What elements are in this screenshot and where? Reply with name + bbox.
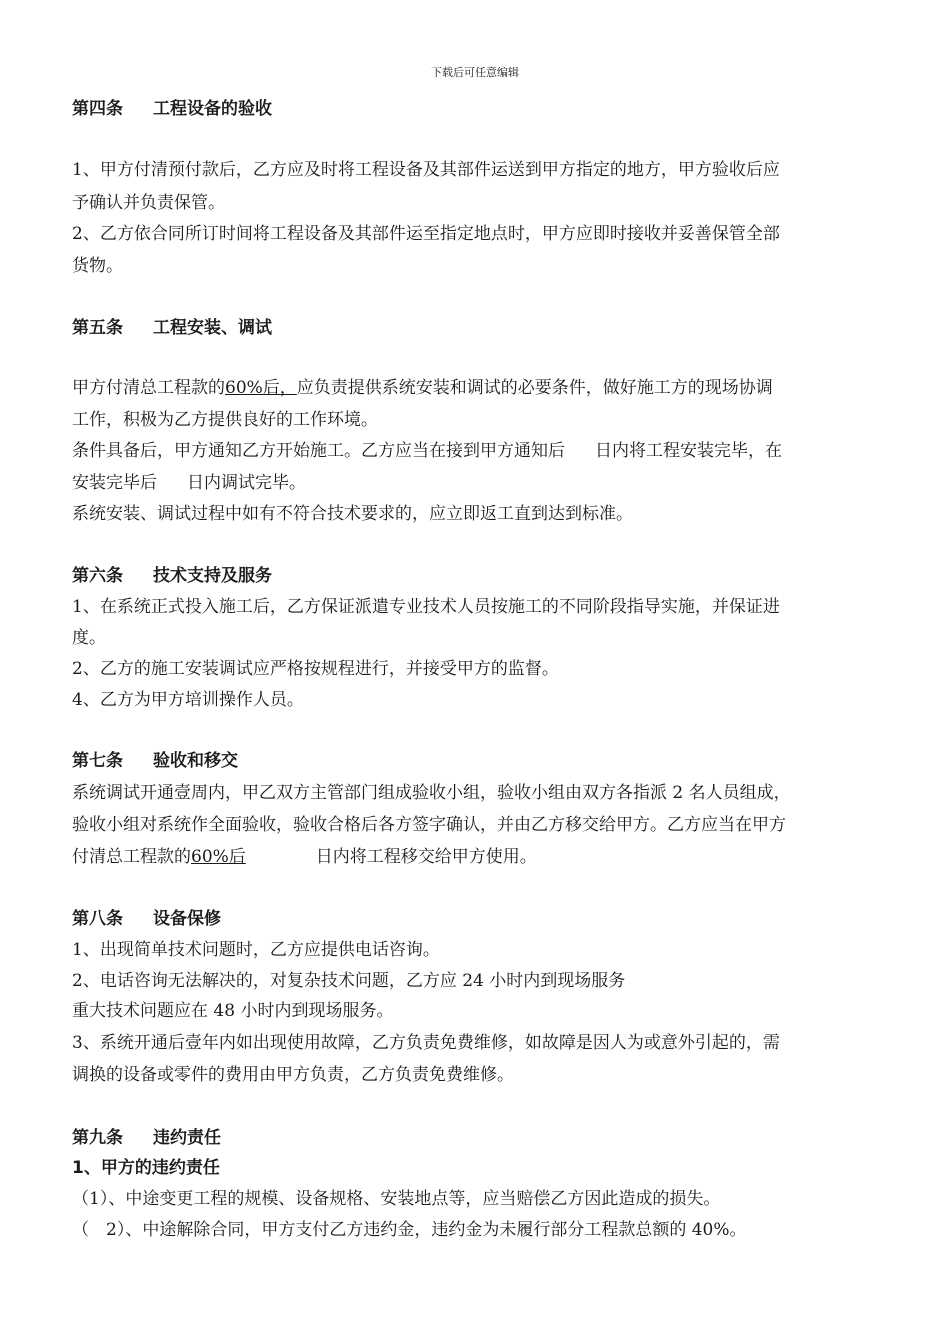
- paragraph-line: 系统调试开通壹周内，甲乙双方主管部门组成验收小组，验收小组由双方各指派 2 名人员组成，: [72, 783, 791, 803]
- paragraph-line: 2、电话咨询无法解决的，对复杂技术问题，乙方应 24 小时内到现场服务: [72, 971, 626, 991]
- article-6-heading: [72, 565, 882, 587]
- article-9-heading: [72, 1127, 882, 1149]
- article-8-heading: [72, 908, 882, 930]
- paragraph-line: 4、乙方为甲方培训操作人员。: [72, 690, 304, 710]
- list-item: （1）、中途变更工程的规模、设备规格、安装地点等，应当赔偿乙方因此造成的损失。: [72, 1189, 721, 1209]
- article-title: 工程设备的验收: [153, 99, 272, 119]
- underlined-text: 60%后: [191, 847, 246, 867]
- list-item: （ 2）、中途解除合同，甲方支付乙方违约金，违约金为未履行部分工程款总额的 40%。: [72, 1220, 747, 1240]
- article-title: 技术支持及服务: [153, 566, 272, 586]
- article-number: 第八条: [72, 909, 123, 929]
- text-run: 安装完毕后: [72, 473, 157, 493]
- paragraph-line: [72, 846, 882, 868]
- text-run: 应负责提供系统安装和调试的必要条件，做好施工方的现场协调: [296, 378, 773, 398]
- article-number: 第六条: [72, 566, 123, 586]
- text-run: 条件具备后，甲方通知乙方开始施工。乙方应当在接到甲方通知后: [72, 441, 565, 461]
- text-run: 日内将工程安装完毕，在: [595, 441, 782, 461]
- paragraph-line: 3、系统开通后壹年内如出现使用故障，乙方负责免费维修，如故障是因人为或意外引起的，需: [72, 1033, 780, 1053]
- header-note: 下载后可任意编辑: [431, 66, 519, 79]
- paragraph-line: 予确认并负责保管。: [72, 193, 225, 213]
- text-run: 日内调试完毕。: [187, 473, 306, 493]
- paragraph-line: 1、甲方付清预付款后，乙方应及时将工程设备及其部件运送到甲方指定的地方，甲方验收后应: [72, 160, 780, 180]
- article-number: 第四条: [72, 99, 123, 119]
- article-title: 违约责任: [153, 1128, 221, 1148]
- paragraph-line: [72, 377, 882, 399]
- underlined-text: 60%后，: [225, 378, 297, 398]
- paragraph-line: 工作，积极为乙方提供良好的工作环境。: [72, 410, 378, 430]
- text-run: 甲方付清总工程款的: [72, 378, 225, 398]
- article-title: 设备保修: [153, 909, 221, 929]
- paragraph-line: [72, 440, 882, 462]
- paragraph-line: 验收小组对系统作全面验收，验收合格后各方签字确认，并由乙方移交给甲方。乙方应当在甲方: [72, 815, 786, 835]
- text-run: 付清总工程款的: [72, 847, 191, 867]
- article-number: 第五条: [72, 318, 123, 338]
- paragraph-line: 1、出现简单技术问题时，乙方应提供电话咨询。: [72, 940, 440, 960]
- paragraph-line: 货物。: [72, 256, 123, 276]
- paragraph-line: [72, 472, 882, 494]
- article-title: 工程安装、调试: [153, 318, 272, 338]
- article-7-heading: [72, 750, 882, 772]
- article-4-heading: [72, 98, 882, 120]
- article-title: 验收和移交: [153, 751, 238, 771]
- paragraph-line: 2、乙方依合同所订时间将工程设备及其部件运至指定地点时，甲方应即时接收并妥善保管全部: [72, 224, 780, 244]
- text-run: 日内将工程移交给甲方使用。: [315, 847, 537, 867]
- article-number: 第七条: [72, 751, 123, 771]
- paragraph-line: 重大技术问题应在 48 小时内到现场服务。: [72, 1001, 394, 1021]
- paragraph-line: 系统安装、调试过程中如有不符合技术要求的，应立即返工直到达到标准。: [72, 504, 633, 524]
- subheading: 1、甲方的违约责任: [72, 1158, 220, 1178]
- paragraph-line: 度。: [72, 628, 106, 648]
- paragraph-line: 2、乙方的施工安装调试应严格按规程进行，并接受甲方的监督。: [72, 659, 559, 679]
- paragraph-line: 1、在系统正式投入施工后，乙方保证派遣专业技术人员按施工的不同阶段指导实施，并保证进: [72, 597, 780, 617]
- paragraph-line: 调换的设备或零件的费用由甲方负责，乙方负责免费维修。: [72, 1065, 514, 1085]
- article-5-heading: [72, 317, 882, 339]
- article-number: 第九条: [72, 1128, 123, 1148]
